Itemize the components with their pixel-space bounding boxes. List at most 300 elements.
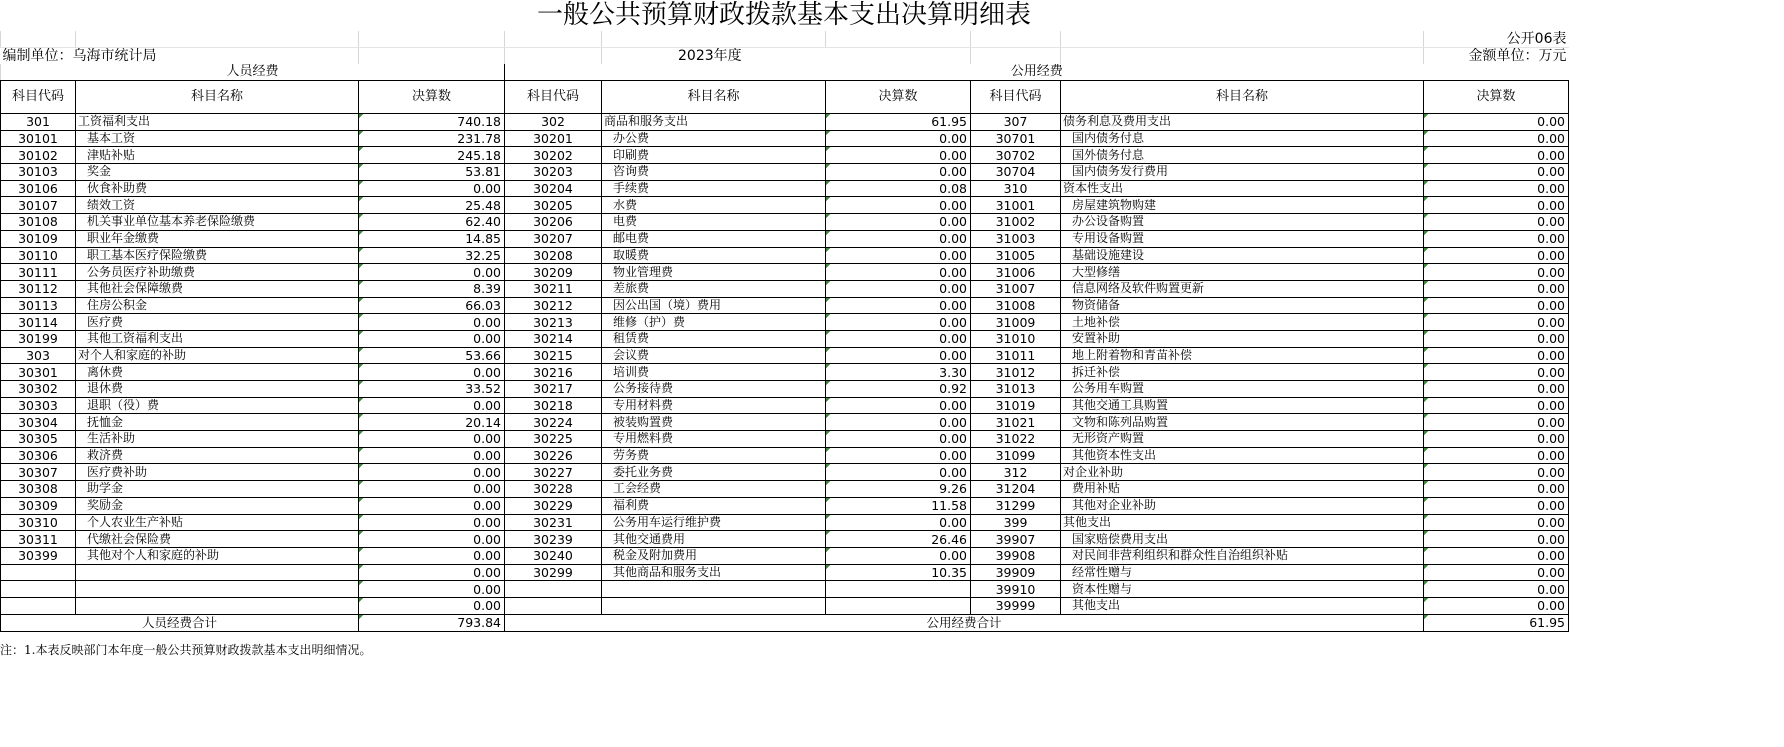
subject-name: 物业管理费 — [602, 264, 826, 281]
footnote: 注：1.本表反映部门本年度一般公共预算财政拨款基本支出明细情况。 — [0, 643, 372, 657]
subject-code: 30229 — [505, 497, 602, 514]
amount: 0.00 — [359, 497, 505, 514]
subject-code: 31005 — [971, 247, 1061, 264]
amount — [826, 581, 971, 598]
subject-code: 30215 — [505, 347, 602, 364]
amount: 0.00 — [826, 547, 971, 564]
subject-code: 30704 — [971, 164, 1061, 181]
amount: 32.25 — [359, 247, 505, 264]
subject-code: 30301 — [1, 364, 76, 381]
amount: 0.00 — [826, 214, 971, 231]
table-row — [1, 597, 1569, 614]
subject-name: 取暖费 — [602, 247, 826, 264]
subject-code: 30109 — [1, 230, 76, 247]
table-row — [1, 364, 1569, 381]
amount: 0.00 — [359, 597, 505, 614]
subject-name: 劳务费 — [602, 447, 826, 464]
amount: 0.00 — [826, 197, 971, 214]
subject-code: 31099 — [971, 447, 1061, 464]
total-public-amount: 61.95 — [1424, 614, 1569, 631]
subject-name: 房屋建筑物购建 — [1061, 197, 1424, 214]
subject-code: 30102 — [1, 147, 76, 164]
subject-name: 奖励金 — [76, 497, 359, 514]
amount: 0.00 — [1424, 230, 1569, 247]
subject-code: 30224 — [505, 414, 602, 431]
subject-name: 对个人和家庭的补助 — [76, 347, 359, 364]
table-row — [1, 564, 1569, 581]
subject-code: 31001 — [971, 197, 1061, 214]
subject-name: 其他支出 — [1061, 514, 1424, 531]
subject-code: 30702 — [971, 147, 1061, 164]
subject-code: 30305 — [1, 431, 76, 448]
subject-code: 30103 — [1, 164, 76, 181]
amount: 0.00 — [1424, 464, 1569, 481]
subject-name: 邮电费 — [602, 230, 826, 247]
amount: 0.00 — [1424, 147, 1569, 164]
subject-name: 公务员医疗补助缴费 — [76, 264, 359, 281]
subject-code — [1, 564, 76, 581]
subject-code: 30226 — [505, 447, 602, 464]
subject-name: 国内债务发行费用 — [1061, 164, 1424, 181]
table-row — [1, 214, 1569, 231]
subject-code: 30108 — [1, 214, 76, 231]
col-name: 科目名称 — [1061, 81, 1424, 114]
subject-name: 个人农业生产补贴 — [76, 514, 359, 531]
amount: 3.30 — [826, 364, 971, 381]
amount: 0.00 — [826, 514, 971, 531]
amount: 0.00 — [1424, 180, 1569, 197]
subject-name: 物资储备 — [1061, 297, 1424, 314]
subject-code: 30208 — [505, 247, 602, 264]
table-row — [1, 431, 1569, 448]
subject-name: 绩效工资 — [76, 197, 359, 214]
subject-name — [76, 597, 359, 614]
subject-code: 31007 — [971, 280, 1061, 297]
subject-name: 其他工资福利支出 — [76, 330, 359, 347]
amount: 0.00 — [826, 464, 971, 481]
subject-code: 30225 — [505, 431, 602, 448]
amount: 0.00 — [826, 264, 971, 281]
subject-code: 30113 — [1, 297, 76, 314]
subject-code — [505, 581, 602, 598]
subject-code: 301 — [1, 114, 76, 131]
amount: 0.00 — [1424, 597, 1569, 614]
expenditure-table — [0, 31, 1569, 632]
group-header-row — [1, 64, 1569, 81]
subject-code: 39999 — [971, 597, 1061, 614]
amount: 0.00 — [1424, 381, 1569, 398]
col-name: 科目名称 — [76, 81, 359, 114]
subject-code: 30308 — [1, 481, 76, 498]
subject-name: 土地补偿 — [1061, 314, 1424, 331]
subject-code: 30304 — [1, 414, 76, 431]
subject-name: 公务用车运行维护费 — [602, 514, 826, 531]
amount: 53.66 — [359, 347, 505, 364]
subject-name: 费用补贴 — [1061, 481, 1424, 498]
subject-name: 商品和服务支出 — [602, 114, 826, 131]
amount: 0.00 — [359, 447, 505, 464]
amount: 0.00 — [826, 347, 971, 364]
fiscal-year: 2023年度 — [602, 48, 971, 65]
subject-code: 30227 — [505, 464, 602, 481]
subject-name: 基础设施建设 — [1061, 247, 1424, 264]
table-row — [1, 581, 1569, 598]
amount: 0.00 — [1424, 364, 1569, 381]
amount: 0.00 — [1424, 514, 1569, 531]
amount: 740.18 — [359, 114, 505, 131]
amount: 0.00 — [826, 130, 971, 147]
amount: 0.00 — [1424, 531, 1569, 548]
amount: 0.00 — [1424, 197, 1569, 214]
subject-code: 31002 — [971, 214, 1061, 231]
col-code: 科目代码 — [1, 81, 76, 114]
subject-name: 助学金 — [76, 481, 359, 498]
page-title: 一般公共预算财政拨款基本支出决算明细表 — [536, 0, 1031, 30]
table-row — [1, 130, 1569, 147]
subject-code: 31299 — [971, 497, 1061, 514]
amount: 0.00 — [1424, 280, 1569, 297]
amount: 0.00 — [1424, 164, 1569, 181]
subject-code: 30303 — [1, 397, 76, 414]
subject-code: 30101 — [1, 130, 76, 147]
subject-name: 对企业补助 — [1061, 464, 1424, 481]
table-row — [1, 314, 1569, 331]
amount: 10.35 — [826, 564, 971, 581]
table-row — [1, 264, 1569, 281]
table-row — [1, 381, 1569, 398]
amount: 0.00 — [359, 180, 505, 197]
subject-code: 30307 — [1, 464, 76, 481]
subject-name: 公务接待费 — [602, 381, 826, 398]
subject-name: 电费 — [602, 214, 826, 231]
table-row — [1, 164, 1569, 181]
amount: 9.26 — [826, 481, 971, 498]
subject-name: 大型修缮 — [1061, 264, 1424, 281]
subject-code: 30114 — [1, 314, 76, 331]
amount: 0.92 — [826, 381, 971, 398]
subject-code: 30240 — [505, 547, 602, 564]
amount: 0.00 — [1424, 397, 1569, 414]
subject-code — [1, 597, 76, 614]
subject-name: 其他社会保障缴费 — [76, 280, 359, 297]
subject-name: 其他对个人和家庭的补助 — [76, 547, 359, 564]
subject-code: 310 — [971, 180, 1061, 197]
col-amount: 决算数 — [1424, 81, 1569, 114]
subject-code: 31009 — [971, 314, 1061, 331]
subject-name — [76, 581, 359, 598]
table-row — [1, 497, 1569, 514]
subject-name: 咨询费 — [602, 164, 826, 181]
amount: 0.00 — [1424, 114, 1569, 131]
subject-code: 30213 — [505, 314, 602, 331]
subject-name: 其他交通费用 — [602, 531, 826, 548]
subject-code: 30701 — [971, 130, 1061, 147]
subject-code: 302 — [505, 114, 602, 131]
subject-name: 医疗费 — [76, 314, 359, 331]
subject-name: 公务用车购置 — [1061, 381, 1424, 398]
amount: 0.00 — [1424, 581, 1569, 598]
subject-code: 31003 — [971, 230, 1061, 247]
amount — [826, 597, 971, 614]
amount: 0.00 — [359, 564, 505, 581]
amount: 0.00 — [826, 247, 971, 264]
subject-name: 专用材料费 — [602, 397, 826, 414]
subject-name: 其他资本性支出 — [1061, 447, 1424, 464]
total-personnel-label: 人员经费合计 — [1, 614, 359, 631]
subject-name: 信息网络及软件购置更新 — [1061, 280, 1424, 297]
subject-name: 生活补助 — [76, 431, 359, 448]
subject-code: 312 — [971, 464, 1061, 481]
amount: 0.00 — [1424, 447, 1569, 464]
subject-code: 30310 — [1, 514, 76, 531]
subject-code: 30228 — [505, 481, 602, 498]
amount: 66.03 — [359, 297, 505, 314]
amount: 0.00 — [826, 280, 971, 297]
subject-code: 39909 — [971, 564, 1061, 581]
subject-code: 31008 — [971, 297, 1061, 314]
subject-code: 31204 — [971, 481, 1061, 498]
amount: 0.00 — [359, 330, 505, 347]
subject-name: 国外债务付息 — [1061, 147, 1424, 164]
subject-name: 职工基本医疗保险缴费 — [76, 247, 359, 264]
subject-name: 无形资产购置 — [1061, 431, 1424, 448]
amount: 0.00 — [359, 547, 505, 564]
subject-code: 31013 — [971, 381, 1061, 398]
subject-code: 31019 — [971, 397, 1061, 414]
amount: 11.58 — [826, 497, 971, 514]
subject-name: 办公设备购置 — [1061, 214, 1424, 231]
amount: 33.52 — [359, 381, 505, 398]
table-row — [1, 397, 1569, 414]
meta-row — [1, 48, 1569, 65]
subject-code: 307 — [971, 114, 1061, 131]
subject-name: 退休费 — [76, 381, 359, 398]
amount: 0.00 — [826, 230, 971, 247]
subject-code — [505, 597, 602, 614]
amount: 0.00 — [359, 514, 505, 531]
table-row — [1, 180, 1569, 197]
table-row — [1, 297, 1569, 314]
subject-name: 拆迁补偿 — [1061, 364, 1424, 381]
subject-name: 其他交通工具购置 — [1061, 397, 1424, 414]
subject-name: 文物和陈列品购置 — [1061, 414, 1424, 431]
amount: 0.00 — [1424, 547, 1569, 564]
subject-name: 工资福利支出 — [76, 114, 359, 131]
subject-name: 培训费 — [602, 364, 826, 381]
subject-code: 31010 — [971, 330, 1061, 347]
subject-name: 对民间非营利组织和群众性自治组织补贴 — [1061, 547, 1424, 564]
table-row — [1, 447, 1569, 464]
amount: 0.00 — [1424, 481, 1569, 498]
table-row — [1, 464, 1569, 481]
subject-name: 维修（护）费 — [602, 314, 826, 331]
subject-code: 39910 — [971, 581, 1061, 598]
amount: 0.00 — [1424, 214, 1569, 231]
subject-code: 30111 — [1, 264, 76, 281]
table-row — [1, 114, 1569, 131]
amount: 0.00 — [826, 431, 971, 448]
subject-name: 会议费 — [602, 347, 826, 364]
subject-name: 福利费 — [602, 497, 826, 514]
subject-code — [1, 581, 76, 598]
subject-code: 31006 — [971, 264, 1061, 281]
amount: 0.00 — [826, 397, 971, 414]
table-row — [1, 280, 1569, 297]
amount: 0.00 — [1424, 431, 1569, 448]
subject-code: 30110 — [1, 247, 76, 264]
amount: 0.00 — [359, 581, 505, 598]
amount: 0.00 — [1424, 314, 1569, 331]
subject-name: 水费 — [602, 197, 826, 214]
subject-code: 30216 — [505, 364, 602, 381]
subject-name: 退职（役）费 — [76, 397, 359, 414]
amount: 0.00 — [1424, 297, 1569, 314]
table-number: 公开06表 — [1424, 31, 1569, 48]
subject-code: 30309 — [1, 497, 76, 514]
subject-name: 专用燃料费 — [602, 431, 826, 448]
amount: 0.00 — [1424, 497, 1569, 514]
amount: 61.95 — [826, 114, 971, 131]
amount: 53.81 — [359, 164, 505, 181]
amount: 14.85 — [359, 230, 505, 247]
total-personnel-amount: 793.84 — [359, 614, 505, 631]
amount: 0.00 — [826, 330, 971, 347]
amount: 0.00 — [826, 297, 971, 314]
subject-name: 租赁费 — [602, 330, 826, 347]
amount: 0.00 — [1424, 130, 1569, 147]
subject-code: 31021 — [971, 414, 1061, 431]
table-row — [1, 330, 1569, 347]
subject-name: 住房公积金 — [76, 297, 359, 314]
subject-code: 30207 — [505, 230, 602, 247]
amount: 62.40 — [359, 214, 505, 231]
subject-code: 30209 — [505, 264, 602, 281]
subject-name: 职业年金缴费 — [76, 230, 359, 247]
subject-code: 303 — [1, 347, 76, 364]
total-public-label: 公用经费合计 — [505, 614, 1424, 631]
subject-code: 39907 — [971, 531, 1061, 548]
amount: 0.00 — [1424, 247, 1569, 264]
col-name: 科目名称 — [602, 81, 826, 114]
table-no-row — [1, 31, 1569, 48]
subject-name: 专用设备购置 — [1061, 230, 1424, 247]
amount: 0.00 — [359, 481, 505, 498]
subject-name: 离休费 — [76, 364, 359, 381]
amount: 0.00 — [359, 531, 505, 548]
subject-code: 30203 — [505, 164, 602, 181]
subject-code: 30239 — [505, 531, 602, 548]
subject-name: 其他对企业补助 — [1061, 497, 1424, 514]
subject-code: 30212 — [505, 297, 602, 314]
subject-name: 其他支出 — [1061, 597, 1424, 614]
subject-name: 安置补助 — [1061, 330, 1424, 347]
table-row — [1, 347, 1569, 364]
col-code: 科目代码 — [505, 81, 602, 114]
subject-name: 差旅费 — [602, 280, 826, 297]
subject-name: 救济费 — [76, 447, 359, 464]
subject-name: 工会经费 — [602, 481, 826, 498]
amount: 245.18 — [359, 147, 505, 164]
table-row — [1, 414, 1569, 431]
subject-name: 委托业务费 — [602, 464, 826, 481]
subject-name: 地上附着物和青苗补偿 — [1061, 347, 1424, 364]
amount-unit: 金额单位：万元 — [1424, 48, 1569, 65]
amount: 0.00 — [359, 431, 505, 448]
subject-name: 办公费 — [602, 130, 826, 147]
amount: 0.00 — [826, 447, 971, 464]
subject-name: 资本性支出 — [1061, 180, 1424, 197]
subject-name: 印刷费 — [602, 147, 826, 164]
subject-code: 39908 — [971, 547, 1061, 564]
col-code: 科目代码 — [971, 81, 1061, 114]
subject-name: 因公出国（境）费用 — [602, 297, 826, 314]
amount: 26.46 — [826, 531, 971, 548]
subject-name: 伙食补助费 — [76, 180, 359, 197]
subject-code: 30211 — [505, 280, 602, 297]
subject-code: 30206 — [505, 214, 602, 231]
amount: 25.48 — [359, 197, 505, 214]
subject-name: 手续费 — [602, 180, 826, 197]
subject-code: 31012 — [971, 364, 1061, 381]
subject-name: 国家赔偿费用支出 — [1061, 531, 1424, 548]
table-row — [1, 230, 1569, 247]
subject-name: 代缴社会保险费 — [76, 531, 359, 548]
subject-code: 30202 — [505, 147, 602, 164]
subject-code: 30306 — [1, 447, 76, 464]
amount: 0.00 — [826, 414, 971, 431]
subject-name: 经常性赠与 — [1061, 564, 1424, 581]
table-row — [1, 147, 1569, 164]
col-amount: 决算数 — [826, 81, 971, 114]
subject-name: 税金及附加费用 — [602, 547, 826, 564]
subject-name: 被装购置费 — [602, 414, 826, 431]
table-row — [1, 247, 1569, 264]
column-header-row — [1, 81, 1569, 114]
subject-name — [602, 597, 826, 614]
subject-name: 津贴补贴 — [76, 147, 359, 164]
amount: 0.00 — [359, 314, 505, 331]
subject-code: 30399 — [1, 547, 76, 564]
amount: 0.00 — [1424, 264, 1569, 281]
table-row — [1, 514, 1569, 531]
subject-name: 基本工资 — [76, 130, 359, 147]
amount: 0.00 — [359, 364, 505, 381]
amount: 0.00 — [359, 464, 505, 481]
subject-name: 奖金 — [76, 164, 359, 181]
subject-code: 30217 — [505, 381, 602, 398]
subject-code: 30106 — [1, 180, 76, 197]
subject-code: 30204 — [505, 180, 602, 197]
amount: 0.00 — [1424, 564, 1569, 581]
subject-code: 30201 — [505, 130, 602, 147]
subject-name: 其他商品和服务支出 — [602, 564, 826, 581]
subject-code: 399 — [971, 514, 1061, 531]
subject-code: 30107 — [1, 197, 76, 214]
subject-code: 30112 — [1, 280, 76, 297]
group-public: 公用经费 — [505, 64, 1569, 81]
subject-name: 机关事业单位基本养老保险缴费 — [76, 214, 359, 231]
subject-code: 31011 — [971, 347, 1061, 364]
subject-code: 30199 — [1, 330, 76, 347]
amount: 0.00 — [826, 147, 971, 164]
table-row — [1, 481, 1569, 498]
subject-code: 30218 — [505, 397, 602, 414]
subject-name: 医疗费补助 — [76, 464, 359, 481]
subject-code: 30214 — [505, 330, 602, 347]
totals-row — [1, 614, 1569, 631]
subject-name — [602, 581, 826, 598]
amount: 0.00 — [359, 397, 505, 414]
